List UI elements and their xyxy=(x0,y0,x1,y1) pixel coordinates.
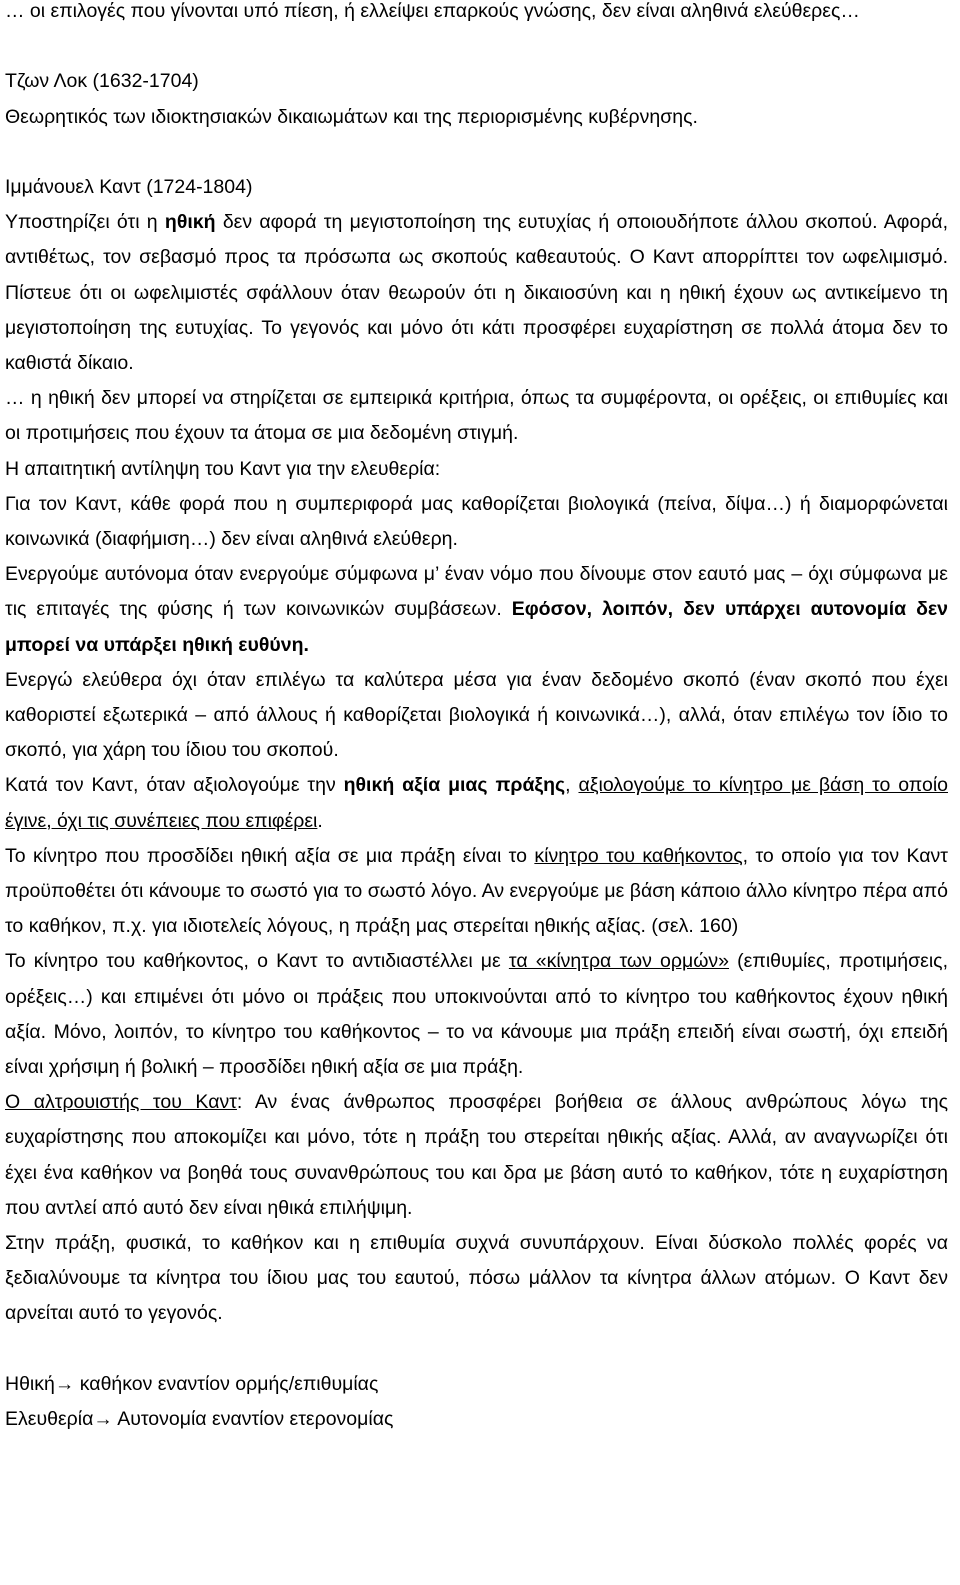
text-run: . xyxy=(317,809,323,832)
summary-definition-ethics: καθήκον εναντίον ορμής/επιθυμίας xyxy=(74,1372,379,1395)
summary-term-ethics: Ηθική xyxy=(5,1372,55,1395)
text-run: Το κίνητρο του καθήκοντος, ο Καντ το αντιδιαστέλλει με xyxy=(5,950,509,973)
summary-definition-freedom: Αυτονομία εναντίον ετερονομίας xyxy=(112,1408,394,1431)
underlined-motive-statement: αξιολογούμε το κίνητρο με βάση το οποίο έγινε, όχι τις συνέπειες που επιφέρει xyxy=(5,774,948,832)
text-run: , xyxy=(565,774,579,797)
text-run: Το κίνητρο που προσδίδει ηθική αξία σε μια πράξη είναι το xyxy=(5,844,535,867)
summary-line-ethics xyxy=(5,1367,948,1402)
summary-term-freedom: Ελευθερία xyxy=(5,1408,94,1431)
locke-name: Τζων Λοκ (1632-1704) xyxy=(5,70,199,93)
text-run: (επιθυμίες, προτιμήσεις, ορέξεις…) και επιμένει ότι μόνο οι πράξεις που υποκινούνται από το κίνητρο του καθήκοντος έχουν ηθική αξία. Μόνο, λοιπόν, το κίνητρο του καθήκοντος – το να κάνουμε μια πράξη επειδή είναι σωστή, όχι επειδή είναι χρήσιμη ή βολική – προσδίδει ηθική αξία σε μια πράξη. xyxy=(5,950,948,1079)
paragraph-spacer xyxy=(5,29,948,64)
empirical-criteria-paragraph: … η ηθική δεν μπορεί να στηρίζεται σε εμπειρικά κριτήρια, όπως τα συμφέροντα, οι ορέξεις, οι επιθυμίες και οι προτιμήσεις που έχουν τα άτομα σε μια δεδομένη στιγμή. xyxy=(5,387,948,445)
kant-ethics-paragraph xyxy=(5,205,948,381)
text-run: : Αν ένας άνθρωπος προσφέρει βοήθεια σε άλλους ανθρώπους λόγω της ευχαρίστησης που αποκομίζει και μόνο, τότε η πράξη του στερείται ηθικής αξίας. Αλλά, αν αναγνωρίζει ότι έχει ένα καθήκον να βοηθά τους συνανθρώπους του και δρα με βάση αυτό το καθήκον, τότε η ευχαρίστηση που αντλεί από αυτό δεν είναι ηθικά επιλήψιμη. xyxy=(5,1091,948,1219)
bold-autonomy-statement: Εφόσον, λοιπόν, δεν υπάρχει αυτονομία δεν μπορεί να υπάρξει ηθική ευθύνη. xyxy=(5,598,948,656)
right-arrow-icon: → xyxy=(93,1408,113,1431)
underlined-instinct-motives: τα «κίνητρα των ορμών» xyxy=(508,950,730,973)
bold-term-moral-value: ηθική αξία μιας πράξης xyxy=(343,774,566,797)
duty-desire-coexist-paragraph: Στην πράξη, φυσικά, το καθήκον και η επιθυμία συχνά συνυπάρχουν. Είναι δύσκολο πολλές φορές να ξεδιαλύνουμε τα κίνητρα του ίδιου μας του εαυτού, πόσω μάλλον τα κίνητρα άλλων ατόμων. Ο Καντ δεν αρνείται αυτό το γεγονός. xyxy=(5,1232,948,1325)
duty-motive-paragraph xyxy=(5,839,948,945)
underlined-altruist-heading: Ο αλτρουιστής του Καντ xyxy=(5,1091,237,1114)
altruist-paragraph xyxy=(5,1085,948,1226)
bold-term-ethics: ηθική xyxy=(164,211,216,234)
kant-name: Ιμμάνουελ Καντ (1724-1804) xyxy=(5,175,253,198)
text-run: Ενεργούμε αυτόνομα όταν ενεργούμε σύμφωνα μ’ έναν νόμο που δίνουμε στον εαυτό μας – όχι σύμφωνα με τις επιταγές της φύσης ή των κοινωνικών συμβάσεων. xyxy=(5,563,948,621)
summary-line-freedom xyxy=(5,1402,948,1437)
instinct-motives-paragraph xyxy=(5,944,948,1085)
text-run: Κατά τον Καντ, όταν αξιολογούμε την xyxy=(5,774,344,797)
autonomy-paragraph xyxy=(5,557,948,663)
paragraph-spacer xyxy=(5,1332,948,1367)
paragraph-spacer xyxy=(5,135,948,170)
underlined-duty-motive: κίνητρο του καθήκοντος xyxy=(534,844,743,867)
text-run: , το οποίο για τον Καντ προϋποθέτει ότι κάνουμε το σωστό για το σωστό λόγο. Αν ενεργούμε με βάση κάποιο άλλο κίνητρο πέρα από το καθήκον, π.χ. για ιδιοτελείς λόγους, η πράξη μας στερείται ηθικής αξίας. (σελ. 160) xyxy=(5,844,948,938)
freedom-heading: Η απαιτητική αντίληψη του Καντ για την ελευθερία: xyxy=(5,457,441,480)
moral-value-paragraph xyxy=(5,768,948,838)
text-run: δεν αφορά τη μεγιστοποίηση της ευτυχίας ή οποιουδήποτε άλλου σκοπού. Αφορά, αντιθέτως, τον σεβασμό προς τα πρόσωπα ως σκοπούς καθεαυτούς. Ο Καντ απορρίπτει τον ωφελιμισμό. Πίστευε ότι οι ωφελιμιστές σφάλλουν όταν θεωρούν ότι η δικαιοσύνη και η ηθική έχουν ως αντικείμενο τη μεγιστοποίηση της ευτυχίας. Το γεγονός και μόνο ότι κάτι προσφέρει ευχαρίστηση σε πολλά άτομα δεν το καθιστά δίκαιο. xyxy=(5,211,948,374)
free-action-paragraph: Ενεργώ ελεύθερα όχι όταν επιλέγω τα καλύτερα μέσα για έναν δεδομένο σκοπό (έναν σκοπό που έχει καθοριστεί εξωτερικά – από άλλους ή καθορίζεται βιολογικά ή κοινωνικά…), αλλά, όταν επιλέγω τον ίδιο το σκοπό, για χάρη του ίδιου του σκοπού. xyxy=(5,668,948,762)
right-arrow-icon: → xyxy=(54,1372,75,1395)
biological-social-paragraph: Για τον Καντ, κάθε φορά που η συμπεριφορά μας καθορίζεται βιολογικά (πείνα, δίψα…) ή διαμορφώνεται κοινωνικά (διαφήμιση…) δεν είναι αληθινά ελεύθερη. xyxy=(5,492,948,551)
intro-continuation: … οι επιλογές που γίνονται υπό πίεση, ή ελλείψει επαρκούς γνώσης, δεν είναι αληθινά ελεύθερες… xyxy=(5,0,860,22)
text-run: Υποστηρίζει ότι η xyxy=(5,211,165,234)
locke-description: Θεωρητικός των ιδιοκτησιακών δικαιωμάτων και της περιορισμένης κυβέρνησης. xyxy=(5,105,698,128)
